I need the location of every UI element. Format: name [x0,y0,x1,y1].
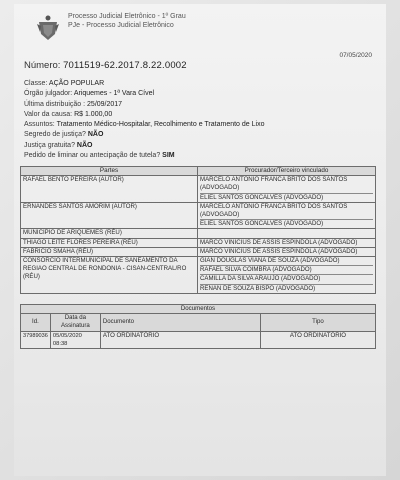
party-representatives [198,247,376,256]
field-row [24,79,264,89]
field-label: Valor da causa: [24,110,75,118]
process-number-value: 7011519-62.2017.8.22.0002 [63,60,187,71]
party-representatives [198,257,376,294]
party-row [21,238,376,247]
party-name: FABRICIO SMAHA (RÉU) [21,247,198,256]
field-label: Classe: [24,80,49,87]
process-number-label: Número: [24,60,61,71]
representative: ELIEL SANTOS GONCALVES (ADVOGADO) [200,193,373,202]
party-row [21,176,376,203]
header-system-name: PJe - Processo Judicial Eletrônico [68,22,174,29]
party-representatives [198,229,376,238]
field-label: Última distribuição : [24,100,88,108]
representative: MARCELO ANTONIO FRANCA BRITO DOS SANTOS (ADVOGADO) [200,176,348,192]
field-value: Ariquemes - 1ª Vara Cível [73,90,155,98]
field-label: Órgão julgador: [24,90,74,98]
party-row [21,202,376,229]
parties-table [20,166,376,294]
doc-type-header: Tipo [260,314,375,331]
field-value: NÃO [76,141,93,149]
doc-date-header: Data da Assinatura [50,314,100,331]
representative: MARCO VINICIUS DE ASSIS ESPINDOLA (ADVOGADO) [200,238,358,246]
representatives-header: Procurador/Terceiro vinculado [198,167,376,176]
header-court-name: Processo Judicial Eletrônico - 1º Grau [68,13,186,20]
party-name: CONSORCIO INTERMUNICIPAL DE SANEAMENTO DA REGIAO CENTRAL DE RONDONIA - CISAN-CENTRAL/RO (RÉU) [21,257,198,294]
field-value: AÇÃO POPULAR [48,80,105,87]
field-value: SIM [162,152,175,160]
field-row [24,120,264,130]
doc-id: 37989036 [21,331,51,348]
representative: RENAN DE SOUZA BISPO (ADVOGADO) [200,284,373,293]
field-row [24,89,264,99]
party-row [21,257,376,294]
representative: MARCELO ANTONIO FRANCA BRITO DOS SANTOS (ADVOGADO) [200,202,348,219]
party-name: THIAGO LEITE FLORES PEREIRA (RÉU) [21,238,198,247]
field-label: Assuntos: [24,121,57,129]
field-value: 25/09/2017 [87,100,123,108]
party-representatives [198,176,376,203]
representative: RAFAEL SILVA COIMBRA (ADVOGADO) [200,265,373,274]
representative: ELIEL SANTOS GONCALVES (ADVOGADO) [200,219,373,228]
party-name: RAFAEL BENTO PEREIRA (AUTOR) [21,176,198,203]
field-label: Segredo de justiça? [24,131,88,139]
parties-header-row [21,167,376,176]
field-row [24,130,264,140]
field-value: NÃO [87,131,104,139]
doc-date: 05/05/2020 08:38 [50,331,100,348]
field-row [24,151,264,161]
process-number [24,60,187,71]
parties-header: Partes [21,167,198,176]
representative: MARCO VINICIUS DE ASSIS ESPINDOLA (ADVOGADO) [200,247,358,255]
field-row [24,110,264,120]
party-row [21,229,376,238]
field-label: Justiça gratuita? [24,141,77,149]
documents-title: Documentos [21,305,376,314]
field-value: Tratamento Médico-Hospitalar, Recolhimento e Tratamento de Lixo [56,121,265,129]
doc-id-header: Id. [21,314,51,331]
representative: GIAN DOUGLAS VIANA DE SOUZA (ADVOGADO) [200,257,340,265]
party-representatives [198,238,376,247]
documents-table [20,304,376,349]
coat-of-arms-icon [36,14,60,42]
party-name: ERNANDES SANTOS AMORIM (AUTOR) [21,202,198,229]
field-row [24,141,264,151]
party-representatives [198,202,376,229]
documents-header-row [21,314,376,331]
field-row [24,100,264,110]
process-fields [24,79,264,161]
doc-name[interactable]: ATO ORDINATÓRIO [100,331,260,348]
field-label: Pedido de liminar ou antecipação de tutela? [24,152,163,160]
party-name: MUNICIPIO DE ARIQUEMES (RÉU) [21,229,198,238]
document-row [21,331,376,348]
documents-title-row [21,305,376,314]
party-row [21,247,376,256]
print-date: 07/05/2020 [339,52,372,59]
field-value: R$ 1.000,00 [74,110,113,118]
doc-name-header: Documento [100,314,260,331]
doc-type: ATO ORDINATÓRIO [260,331,375,348]
representative: CAMILLA DA SILVA ARAUJO (ADVOGADO) [200,274,373,283]
